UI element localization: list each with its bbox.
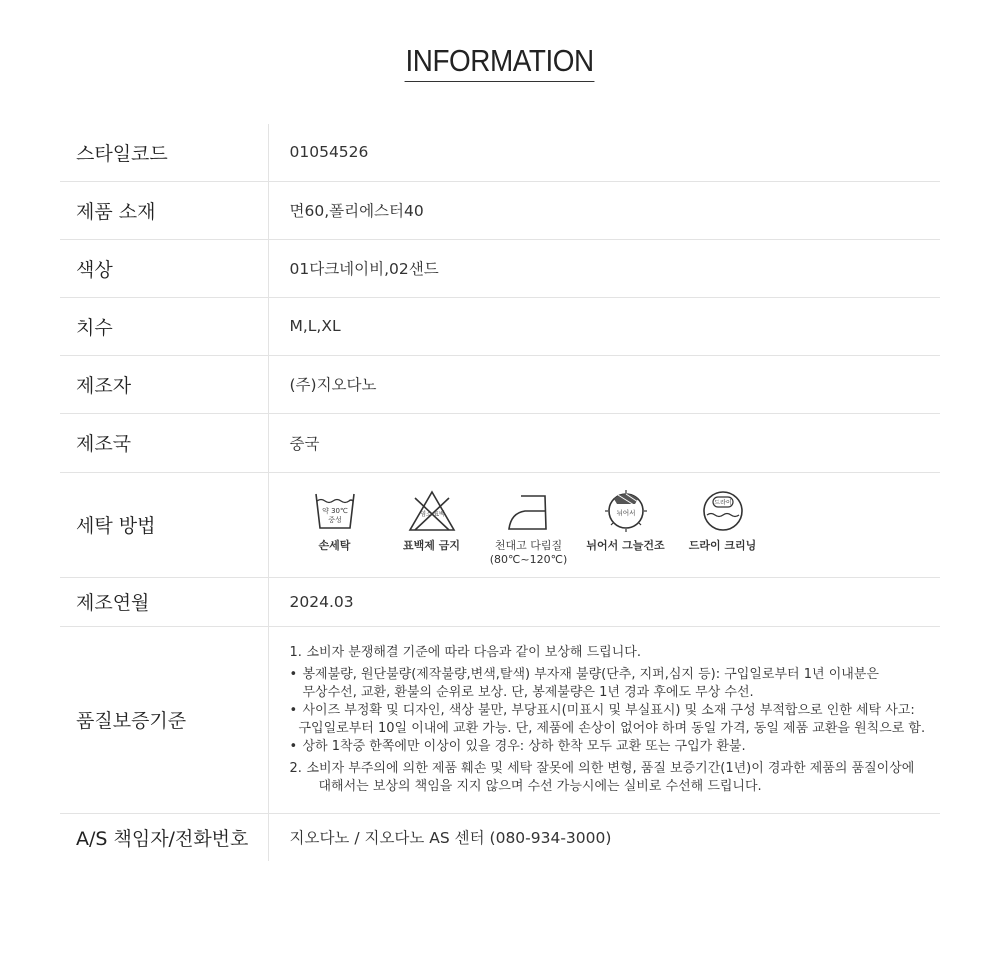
value-color: 01다크네이비,02샌드 — [268, 239, 940, 297]
hand-wash-icon — [309, 489, 361, 533]
value-size: M,L,XL — [268, 297, 940, 355]
row-manufacturer — [60, 355, 940, 413]
quality-item-1-text: 소비자 분쟁해결 기준에 따라 다음과 같이 보상해 드립니다. — [306, 644, 641, 660]
hand-wash-neutral-text: 중성 — [327, 515, 342, 524]
care-shade-dry — [581, 473, 671, 553]
row-style-code — [60, 124, 940, 181]
dry-clean-icon — [697, 489, 749, 533]
quality-text — [290, 634, 941, 806]
quality-bullet-3-line1: 상하 1착중 한쪽에만 이상이 있을 경우: 상하 한착 모두 교환 또는 구입가 환불. — [302, 738, 746, 754]
no-bleach-icon — [406, 489, 458, 533]
label-date: 제조연월 — [60, 577, 268, 626]
label-as: A/S 책임자/전화번호 — [76, 827, 249, 850]
label-manufacturer: 제조자 — [60, 355, 268, 413]
care-label-iron-line2: (80℃~120℃) — [489, 552, 568, 566]
iron-icon — [503, 489, 555, 533]
quality-marker-2: 2. — [289, 760, 302, 776]
row-date — [60, 577, 940, 626]
label-material: 제품 소재 — [60, 181, 268, 239]
care-dry-clean — [678, 473, 768, 553]
row-quality — [60, 626, 940, 813]
label-size: 치수 — [60, 297, 268, 355]
value-quality — [268, 626, 940, 813]
care-label-iron-line1: 천대고 다림질 — [494, 538, 563, 552]
page-title-wrap — [0, 42, 1000, 82]
row-washing — [60, 472, 940, 577]
quality-item-2-line2: 대해서는 보상의 책임을 지지 않으며 수선 가능시에는 실비로 수선해 드립니다. — [318, 778, 762, 794]
care-label-no-bleach: 표백제 금지 — [403, 538, 460, 552]
care-label-shade-dry: 뉘어서 그늘건조 — [586, 538, 665, 552]
row-size — [60, 297, 940, 355]
care-hand-wash — [290, 473, 380, 553]
row-material — [60, 181, 940, 239]
info-table — [60, 124, 940, 861]
hand-wash-temp-text: 약 30℃ — [321, 506, 348, 515]
care-iron — [484, 473, 574, 567]
care-label-hand-wash: 손세탁 — [318, 538, 351, 552]
no-bleach-bleach-text: 표백 — [432, 510, 445, 518]
label-color: 색상 — [60, 239, 268, 297]
quality-bullet-2-line2: 구입일로부터 10일 이내에 교환 가능. 단, 제품에 손상이 없어야 하며 동일 가격, 동일 제품 교환을 원칙으로 함. — [298, 720, 926, 736]
value-as: 지오다노 / 지오다노 AS 센터 (080-934-3000) — [268, 813, 940, 861]
value-country: 중국 — [268, 413, 940, 472]
care-label-iron — [490, 539, 568, 567]
label-quality: 품질보증기준 — [60, 626, 268, 813]
label-style-code: 스타일코드 — [60, 124, 268, 181]
quality-item-2 — [290, 760, 941, 796]
value-manufacturer: (주)지오다노 — [268, 355, 940, 413]
quality-bullet-1 — [290, 666, 941, 702]
quality-bullet-3 — [290, 738, 941, 756]
shade-dry-text: 뉘어서 — [616, 508, 635, 517]
quality-bullet-1-line1: 봉제불량, 원단불량(제작불량,변색,탈색) 부자재 불량(단추, 지퍼,심지 등): 구입일로부터 1년 이내분은 — [302, 666, 879, 682]
value-washing — [268, 472, 940, 577]
dry-clean-text: 드라이 — [713, 499, 732, 506]
bullet-marker-1: • — [289, 666, 298, 682]
quality-bullet-2 — [290, 702, 941, 738]
bullet-marker-2: • — [289, 702, 298, 718]
no-bleach-chlorine-text: 염소 — [419, 510, 432, 518]
value-style-code: 01054526 — [268, 124, 940, 181]
row-as — [60, 813, 940, 861]
care-no-bleach — [387, 473, 477, 553]
care-symbols — [290, 473, 941, 577]
shade-dry-icon — [600, 489, 652, 533]
care-label-dry-clean: 드라이 크리닝 — [688, 538, 757, 552]
row-color — [60, 239, 940, 297]
quality-item-2-line1: 소비자 부주의에 의한 제품 훼손 및 세탁 잘못에 의한 변형, 품질 보증기간(1년)이 경과한 제품의 품질이상에 — [306, 760, 915, 776]
value-date: 2024.03 — [268, 577, 940, 626]
quality-bullet-1-line2: 무상수선, 교환, 환불의 순위로 보상. 단, 봉제불량은 1년 경과 후에도 무상 수선. — [302, 684, 754, 700]
page-title: INFORMATION — [405, 42, 595, 82]
row-country — [60, 413, 940, 472]
label-washing: 세탁 방법 — [60, 472, 268, 577]
bullet-marker-3: • — [289, 738, 298, 754]
quality-item-1 — [290, 644, 941, 662]
quality-marker-1: 1. — [289, 644, 302, 660]
label-country: 제조국 — [60, 413, 268, 472]
value-material: 면60,폴리에스터40 — [268, 181, 940, 239]
quality-bullet-2-line1: 사이즈 부정확 및 디자인, 색상 불만, 부당표시(미표시 및 부실표시) 및 소재 구성 부적합으로 인한 세탁 사고: — [302, 702, 915, 718]
